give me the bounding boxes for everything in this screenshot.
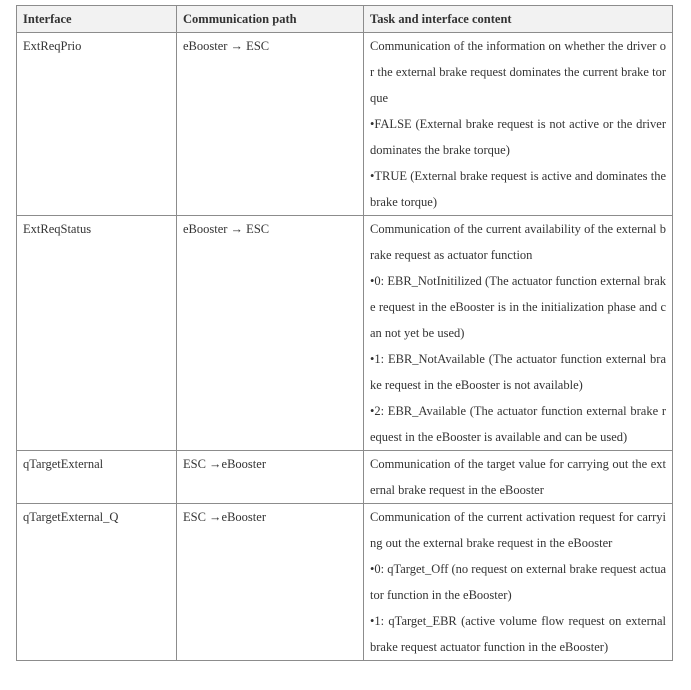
content-bullet: •0: qTarget_Off (no request on external brake request actuator function in the eBooster) [370, 562, 666, 602]
interface-cell: qTargetExternal_Q [17, 504, 177, 661]
table-header-row [17, 6, 673, 33]
table-row [17, 451, 673, 504]
content-bullet: •0: EBR_NotInitilized (The actuator function external brake request in the eBooster is in the initialization phase and can not yet be used) [370, 274, 666, 340]
content-paragraph: Communication of the target value for carrying out the external brake request in the eBooster [370, 457, 666, 497]
column-header-communication-path: Communication path [177, 6, 364, 33]
content-paragraph: Communication of the current availability of the external brake request as actuator function [370, 222, 666, 262]
content-cell [364, 33, 673, 216]
content-paragraph: Communication of the current activation request for carrying out the external brake request in the eBooster [370, 510, 666, 550]
content-bullet: •FALSE (External brake request is not active or the driver dominates the brake torque) [370, 117, 666, 157]
content-bullet: •1: qTarget_EBR (active volume flow request on external brake request actuator function in the eBooster) [370, 614, 666, 654]
content-bullet: •TRUE (External brake request is active and dominates the brake torque) [370, 169, 666, 209]
table-row [17, 216, 673, 451]
path-cell: ESC →eBooster [177, 504, 364, 661]
interface-cell: ExtReqPrio [17, 33, 177, 216]
interface-cell: ExtReqStatus [17, 216, 177, 451]
column-header-interface: Interface [17, 6, 177, 33]
content-bullet: •1: EBR_NotAvailable (The actuator function external brake request in the eBooster is not available) [370, 352, 666, 392]
table-row [17, 33, 673, 216]
content-bullet: •2: EBR_Available (The actuator function external brake request in the eBooster is available and can be used) [370, 404, 666, 444]
content-cell [364, 451, 673, 504]
content-cell [364, 216, 673, 451]
interface-table [16, 5, 673, 661]
content-paragraph: Communication of the information on whether the driver or the external brake request dominates the current brake torque [370, 39, 666, 105]
interface-cell: qTargetExternal [17, 451, 177, 504]
path-cell: ESC →eBooster [177, 451, 364, 504]
path-cell: eBooster → ESC [177, 216, 364, 451]
column-header-task-content: Task and interface content [364, 6, 673, 33]
path-cell: eBooster → ESC [177, 33, 364, 216]
table-row [17, 504, 673, 661]
content-cell [364, 504, 673, 661]
